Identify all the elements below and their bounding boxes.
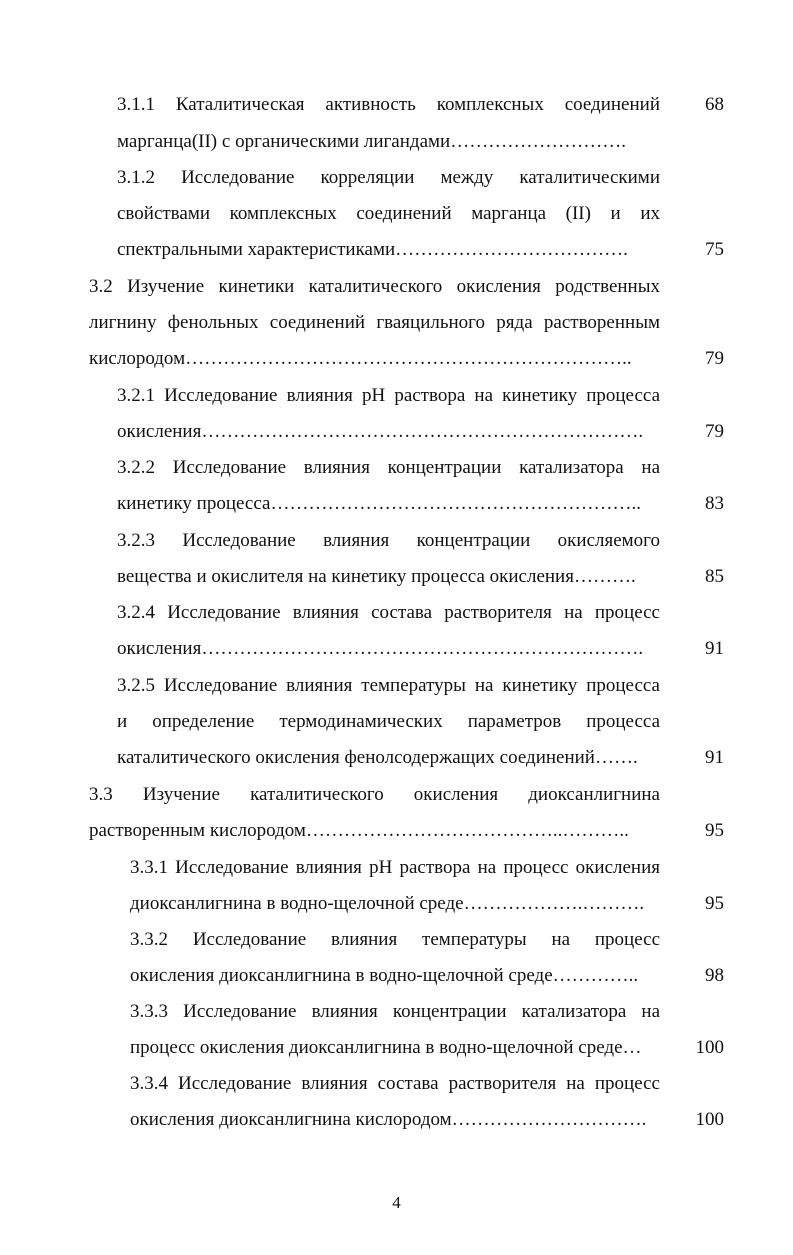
toc-entry-3-3-4-line-1: 3.3.4 Исследование влияния состава растворителя на процесс xyxy=(130,1073,660,1094)
toc-entry-3-3-line-2: растворенным кислородом…………………………………..……….. xyxy=(89,820,629,841)
toc-entry-3-3-2-line-2: окисления диоксанлигнина в водно-щелочной среде………….. xyxy=(130,965,639,986)
toc-entry-3-3-3-line-1: 3.3.3 Исследование влияния концентрации катализатора на xyxy=(130,1001,660,1022)
toc-entry-3-3-page: 95 xyxy=(705,820,724,841)
toc-entry-3-1-2-line-2: свойствами комплексных соединений марганца (II) и их xyxy=(117,203,660,224)
toc-entry-3-1-2-line-1: 3.1.2 Исследование корреляции между каталитическими xyxy=(117,167,660,188)
toc-entry-3-3-line-1: 3.3 Изучение каталитического окисления диоксанлигнина xyxy=(89,784,660,805)
toc-entry-3-2-4-line-2: окисления……………………………………………………………. xyxy=(117,638,644,659)
toc-entry-3-1-2-page: 75 xyxy=(705,239,724,260)
toc-entry-3-1-1-line-2: марганца(II) с органическими лигандами………………………. xyxy=(117,131,626,152)
toc-entry-3-2-5-line-3: каталитического окисления фенолсодержащих соединений……. xyxy=(117,747,638,768)
toc-entry-3-3-1-line-2: диоксанлигнина в водно-щелочной среде……………….………. xyxy=(130,893,645,914)
toc-entry-3-3-3-line-2: процесс окисления диоксанлигнина в водно-щелочной среде… xyxy=(130,1037,642,1058)
toc-entry-3-2-4-page: 91 xyxy=(705,638,724,659)
page-number: 4 xyxy=(392,1193,401,1212)
toc-entry-3-1-1-line-1: 3.1.1 Каталитическая активность комплексных соединений xyxy=(117,94,660,115)
toc-entry-3-2-line-3: кислородом…………………………………………………………….. xyxy=(89,348,632,369)
toc-entry-3-2-1-line-2: окисления……………………………………………………………. xyxy=(117,421,644,442)
toc-entry-3-2-5-line-1: 3.2.5 Исследование влияния температуры на кинетику процесса xyxy=(117,675,660,696)
toc-entry-3-3-1-line-1: 3.3.1 Исследование влияния pH раствора на процесс окисления xyxy=(130,857,660,878)
toc-entry-3-1-2-line-3: спектральными характеристиками………………………………. xyxy=(117,239,628,260)
toc-entry-3-2-5-page: 91 xyxy=(705,747,724,768)
toc-entry-3-3-2-line-1: 3.3.2 Исследование влияния температуры на процесс xyxy=(130,929,660,950)
toc-entry-3-2-1-line-1: 3.2.1 Исследование влияния pH раствора на кинетику процесса xyxy=(117,385,660,406)
toc-entry-3-3-2-page: 98 xyxy=(705,965,724,986)
toc-entry-3-2-line-1: 3.2 Изучение кинетики каталитического окисления родственных xyxy=(89,276,660,297)
toc-entry-3-2-3-page: 85 xyxy=(705,566,724,587)
toc-entry-3-2-1-page: 79 xyxy=(705,421,724,442)
toc-entry-3-2-2-page: 83 xyxy=(705,493,724,514)
toc-entry-3-3-3-page: 100 xyxy=(695,1037,724,1058)
toc-entry-3-3-4-line-2: окисления диоксанлигнина кислородом…………………………. xyxy=(130,1109,647,1130)
toc-entry-3-2-line-2: лигнину фенольных соединений гваяцильного ряда растворенным xyxy=(89,312,660,333)
toc-entry-3-3-4-page: 100 xyxy=(695,1109,724,1130)
toc-entry-3-2-3-line-1: 3.2.3 Исследование влияния концентрации окисляемого xyxy=(117,530,660,551)
toc-entry-3-2-4-line-1: 3.2.4 Исследование влияния состава растворителя на процесс xyxy=(117,602,660,623)
toc-entry-3-2-5-line-2: и определение термодинамических параметров процесса xyxy=(117,711,660,732)
toc-entry-3-2-page: 79 xyxy=(705,348,724,369)
toc-entry-3-2-3-line-2: вещества и окислителя на кинетику процесса окисления………. xyxy=(117,566,636,587)
toc-entry-3-1-1-page: 68 xyxy=(705,94,724,115)
toc-entry-3-2-2-line-2: кинетику процесса………………………………………………….. xyxy=(117,493,641,514)
toc-entry-3-3-1-page: 95 xyxy=(705,893,724,914)
toc-entry-3-2-2-line-1: 3.2.2 Исследование влияния концентрации катализатора на xyxy=(117,457,660,478)
